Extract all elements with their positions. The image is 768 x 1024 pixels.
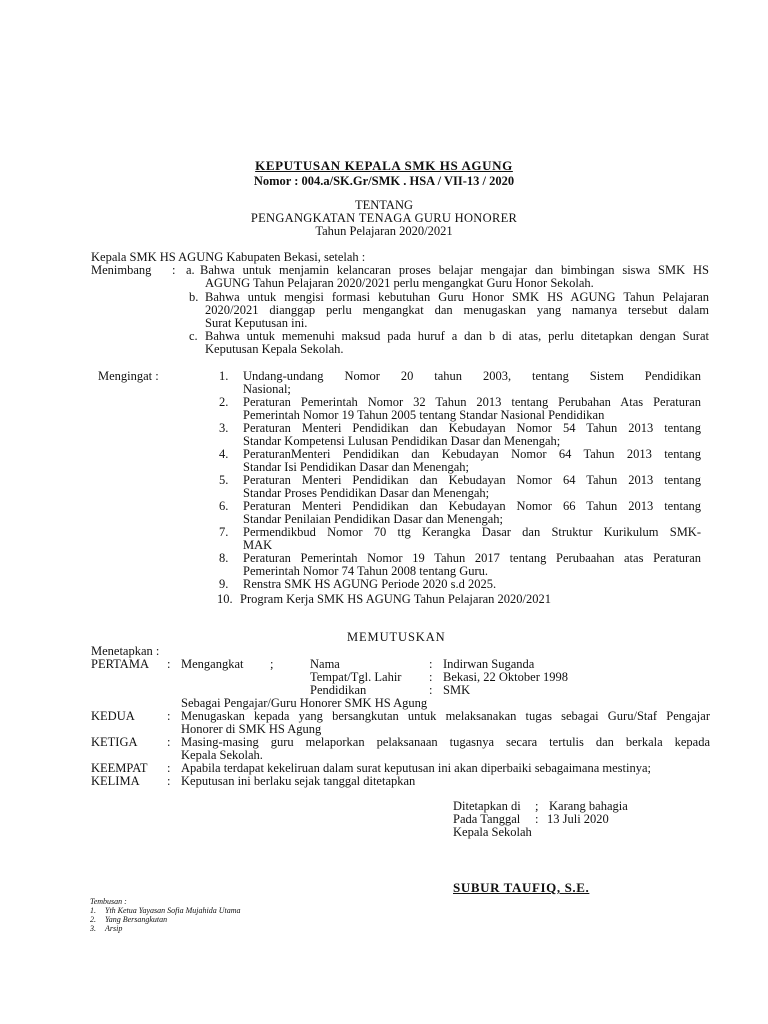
menimbang-label: Menimbang xyxy=(91,263,152,277)
field-sep: : xyxy=(429,670,433,684)
mengingat-item-line1: Peraturan Pemerintah Nomor 19 Tahun 2017 tentang Perubaahan atas Peraturan xyxy=(243,551,701,565)
tembusan-label: Tembusan : xyxy=(90,897,127,906)
menimbang-colon: : xyxy=(172,263,176,277)
keempat-text: Apabila terdapat kekeliruan dalam surat keputusan ini akan diperbaiki sebagaimana mestinya; xyxy=(181,761,651,775)
pertama-as: Sebagai Pengajar/Guru Honorer SMK HS Agung xyxy=(181,696,428,710)
mengingat-item-line1: Peraturan Pemerintah Nomor 32 Tahun 2013 tentang Perubahan Atas Peraturan xyxy=(243,395,701,409)
place-value: Karang bahagia xyxy=(549,799,628,813)
menimbang-b-line3: Surat Keputusan ini. xyxy=(205,316,308,330)
mengingat-item-line2: Standar Isi Pendidikan Dasar dan Menengah; xyxy=(243,460,469,474)
menimbang-c-line1: Bahwa untuk memenuhi maksud pada huruf a dan b di atas, perlu ditetapkan dengan Surat xyxy=(205,329,709,343)
menimbang-b-line1: Bahwa untuk mengisi formasi kebutuhan Guru Honor SMK HS AGUNG Tahun Pelajaran xyxy=(205,290,709,304)
pertama-label: PERTAMA xyxy=(91,657,149,671)
intro-text: Kepala SMK HS AGUNG Kabupaten Bekasi, setelah : xyxy=(91,250,366,264)
place-sep: ; xyxy=(535,799,539,813)
kedua-line2: Honorer di SMK HS Agung xyxy=(181,722,322,736)
mengingat-num: 7. xyxy=(219,525,229,539)
mengingat-item-line1: Renstra SMK HS AGUNG Periode 2020 s.d 2025. xyxy=(243,577,497,591)
mengingat-num: 8. xyxy=(219,551,229,565)
signer-role: Kepala Sekolah xyxy=(453,825,532,839)
date-sep: : xyxy=(535,812,539,826)
mengingat-item-line2: Nasional; xyxy=(243,382,291,396)
field-sep: : xyxy=(429,657,433,671)
mengingat-label: Mengingat : xyxy=(98,369,159,383)
document-subject: PENGANGKATAN TENAGA GURU HONORER xyxy=(250,211,518,225)
mengingat-item-line2: Pemerintah Nomor 74 Tahun 2008 tentang Guru. xyxy=(243,564,489,578)
tembusan-item: Yang Bersangkutan xyxy=(105,915,168,924)
mengingat-item-line1: Peraturan Menteri Pendidikan dan Kebudayan Nomor 64 Tahun 2013 tentang xyxy=(243,473,701,487)
mengingat-num: 3. xyxy=(219,421,229,435)
date-value: 13 Juli 2020 xyxy=(547,812,609,826)
mengingat-num: 6. xyxy=(219,499,229,513)
keempat-colon: : xyxy=(167,761,171,775)
menimbang-c-line2: Keputusan Kepala Sekolah. xyxy=(205,342,344,356)
mengingat-num: 9. xyxy=(219,577,229,591)
mengingat-num: 2. xyxy=(219,395,229,409)
kelima-label: KELIMA xyxy=(91,774,140,788)
mengingat-item-line2: MAK xyxy=(243,538,273,552)
mengingat-item-line1: Program Kerja SMK HS AGUNG Tahun Pelajaran 2020/2021 xyxy=(240,592,552,606)
mengingat-item-line2: Standar Proses Pendidikan Dasar dan Menengah; xyxy=(243,486,490,500)
ketiga-line2: Kepala Sekolah. xyxy=(181,748,263,762)
menetapkan-label: Menetapkan : xyxy=(91,644,160,658)
date-label: Pada Tanggal xyxy=(453,812,521,826)
mengingat-num: 5. xyxy=(219,473,229,487)
mengingat-item-line1: Permendikbud Nomor 70 ttg Kerangka Dasar dan Struktur Kurikulum SMK- xyxy=(243,525,701,539)
mengingat-item-line1: Peraturan Menteri Pendidikan dan Kebudayan Nomor 66 Tahun 2013 tentang xyxy=(243,499,701,513)
pertama-colon: : xyxy=(167,657,171,671)
field-value-nama: Indirwan Suganda xyxy=(443,657,535,671)
academic-year: Tahun Pelajaran 2020/2021 xyxy=(315,224,453,238)
kedua-line1: Menugaskan kepada yang bersangkutan untuk melaksanakan tugas sebagai Guru/Staf Pengajar xyxy=(181,709,710,723)
field-key-pendidikan: Pendidikan xyxy=(310,683,367,697)
ketiga-label: KETIGA xyxy=(91,735,138,749)
mengingat-num: 10. xyxy=(217,592,233,606)
document-number: Nomor : 004.a/SK.Gr/SMK . HSA / VII-13 / 2020 xyxy=(253,174,515,188)
tembusan-item: Yth Ketua Yayasan Sofia Mujahida Utama xyxy=(105,906,241,915)
document-title: KEPUTUSAN KEPALA SMK HS AGUNG xyxy=(255,158,513,173)
field-value-pendidikan: SMK xyxy=(443,683,471,697)
mengingat-item-line2: Standar Kompetensi Lulusan Pendidikan Dasar dan Menengah; xyxy=(243,434,561,448)
mengingat-item-line1: Undang-undang Nomor 20 tahun 2003, tentang Sistem Pendidikan xyxy=(243,369,701,383)
field-key-nama: Nama xyxy=(310,657,340,671)
place-label: Ditetapkan di xyxy=(453,799,521,813)
mengingat-item-line1: Peraturan Menteri Pendidikan dan Kebudayan Nomor 54 Tahun 2013 tentang xyxy=(243,421,701,435)
ketiga-line1: Masing-masing guru melaporkan pelaksanaan tugasnya secara tertulis dan berkala kepada xyxy=(181,735,710,749)
menimbang-a-line2: AGUNG Tahun Pelajaran 2020/2021 perlu mengangkat Guru Honor Sekolah. xyxy=(205,276,594,290)
mengingat-item-line1: PeraturanMenteri Pendidikan dan Kebudayan Nomor 64 Tahun 2013 tentang xyxy=(243,447,701,461)
signer-name: SUBUR TAUFIQ, S.E. xyxy=(453,880,590,895)
mengingat-num: 4. xyxy=(219,447,229,461)
menimbang-b-line2: 2020/2021 dianggap perlu mengangkat dan menugaskan yang namanya tersebut dalam xyxy=(205,303,709,317)
menimbang-letter-b: b. xyxy=(189,290,199,304)
tembusan-num: 1. xyxy=(90,906,96,915)
field-key-ttl: Tempat/Tgl. Lahir xyxy=(310,670,402,684)
tentang-heading: TENTANG xyxy=(354,198,413,212)
kedua-label: KEDUA xyxy=(91,709,135,723)
kelima-colon: : xyxy=(167,774,171,788)
menimbang-letter-a: a. xyxy=(186,263,195,277)
tembusan-item: Arsip xyxy=(105,924,123,933)
tembusan-num: 3. xyxy=(90,924,96,933)
mengingat-num: 1. xyxy=(219,369,229,383)
pertama-semicolon: ; xyxy=(270,657,274,671)
mengingat-item-line2: Standar Penilaian Pendidikan Dasar dan Menengah; xyxy=(243,512,503,526)
field-value-ttl: Bekasi, 22 Oktober 1998 xyxy=(443,670,568,684)
field-sep: : xyxy=(429,683,433,697)
memutuskan-heading: MEMUTUSKAN xyxy=(347,630,446,644)
mengingat-item-line2: Pemerintah Nomor 19 Tahun 2005 tentang Standar Nasional Pendidikan xyxy=(243,408,605,422)
keempat-label: KEEMPAT xyxy=(91,761,148,775)
menimbang-letter-c: c. xyxy=(189,329,198,343)
tembusan-num: 2. xyxy=(90,915,96,924)
pertama-text: Mengangkat xyxy=(181,657,244,671)
kelima-text: Keputusan ini berlaku sejak tanggal ditetapkan xyxy=(181,774,416,788)
menimbang-a-line1: Bahwa untuk menjamin kelancaran proses belajar mengajar dan bimbingan siswa SMK HS xyxy=(200,263,709,277)
kedua-colon: : xyxy=(167,709,171,723)
ketiga-colon: : xyxy=(167,735,171,749)
